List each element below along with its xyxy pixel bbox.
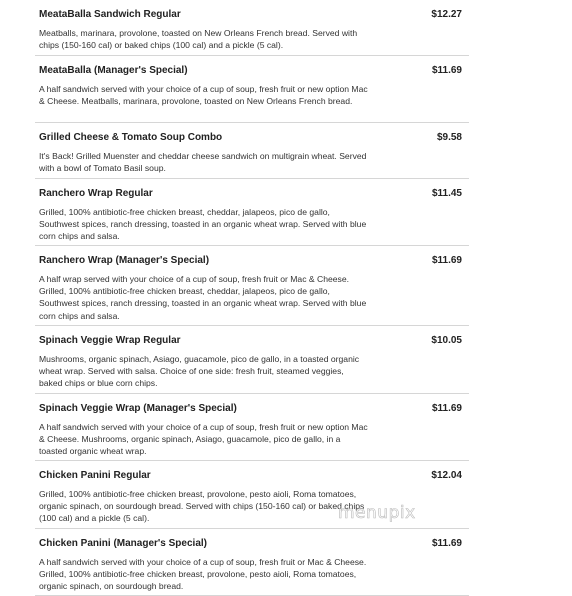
item-name: Ranchero Wrap Regular — [39, 188, 153, 199]
item-description: It's Back! Grilled Muenster and cheddar cheese sandwich on multigrain wheat. Served with a bowl of Tomato Basil soup. — [39, 151, 367, 174]
menu-item — [35, 529, 469, 596]
item-name: Chicken Panini (Manager's Special) — [39, 538, 207, 549]
item-description: Grilled, 100% antibiotic-free chicken breast, cheddar, jalapeos, pico de gallo, Southwest spices, ranch dressing, toasted in an organic wheat wrap. Served with blue corn chips and salsa. — [39, 207, 367, 242]
menu-item — [35, 394, 469, 461]
item-description: A half sandwich served with your choice of a cup of soup, fresh fruit or Mac & Cheese. Grilled, 100% antibiotic-free chicken breast, provolone, pesto aioli, Roma tomatoes, organic spinach, on sourdough bread. — [39, 557, 367, 592]
item-description: Meatballs, marinara, provolone, toasted on New Orleans French bread. Served with chips (150-160 cal) or baked chips (100 cal) and a pickle (5 cal). — [39, 28, 358, 51]
item-price: $12.04 — [431, 470, 462, 481]
menu-item — [35, 246, 469, 326]
menu-item — [35, 326, 469, 394]
item-price: $9.58 — [436, 132, 462, 143]
item-name: Spinach Veggie Wrap Regular — [39, 335, 181, 346]
item-description: Grilled, 100% antibiotic-free chicken breast, provolone, pesto aioli, Roma tomatoes, organic spinach, on sourdough bread. Served with chips (150-160 cal) or baked chips (100 cal) and a pickle (5 cal). — [39, 489, 365, 524]
item-price: $11.69 — [431, 403, 462, 414]
item-name: MeataBalla Sandwich Regular — [39, 9, 181, 20]
item-description: A half wrap served with your choice of a cup of soup, fresh fruit or Mac & Cheese. Grilled, 100% antibiotic-free chicken breast, cheddar, jalapeos, pico de gallo, Southwest spices, ranch dressing, toasted in an organic wheat wrap. Served with blue corn chips and salsa. — [39, 274, 367, 321]
menu-item — [35, 56, 469, 123]
item-price: $10.05 — [431, 335, 462, 346]
item-description: A half sandwich served with your choice of a cup of soup, fresh fruit or new option Mac & Cheese. Meatballs, marinara, provolone, toasted on New Orleans French bread. — [39, 84, 368, 107]
menu-item — [35, 179, 469, 246]
item-name: MeataBalla (Manager's Special) — [39, 65, 188, 76]
item-description: A half sandwich served with your choice of a cup of soup, fresh fruit or new option Mac & Cheese. Mushrooms, organic spinach, Asiago, guacamole, pico de gallo, in a toasted organic wheat wrap. — [39, 422, 368, 457]
item-description: Mushrooms, organic spinach, Asiago, guacamole, pico de gallo, in a toasted organic wheat wrap. Served with salsa. Choice of one side: fresh fruit, steamed veggies, baked chips or blue corn chips. — [39, 354, 360, 389]
item-price: $11.45 — [431, 188, 462, 199]
item-price: $12.27 — [431, 9, 462, 20]
item-price: $11.69 — [431, 65, 462, 76]
item-name: Ranchero Wrap (Manager's Special) — [39, 255, 210, 266]
item-price: $11.69 — [431, 538, 462, 549]
menu-item — [35, 0, 469, 56]
item-name: Grilled Cheese & Tomato Soup Combo — [39, 132, 223, 143]
menupix-watermark: menupix — [338, 503, 416, 523]
item-name: Chicken Panini Regular — [39, 470, 151, 481]
item-name: Spinach Veggie Wrap (Manager's Special) — [39, 403, 237, 414]
menu-item — [35, 123, 469, 179]
item-price: $11.69 — [431, 255, 462, 266]
